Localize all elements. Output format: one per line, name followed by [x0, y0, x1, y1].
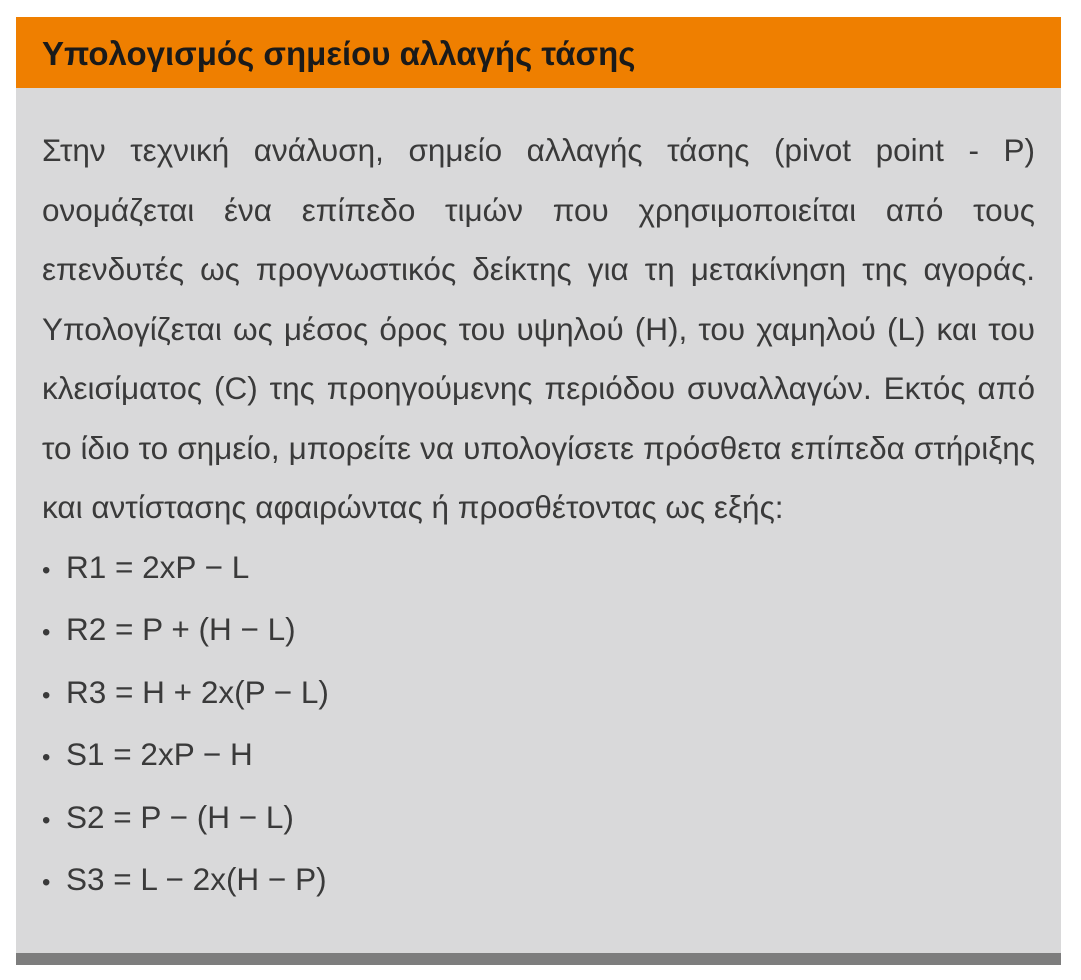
box-body — [42, 121, 1035, 913]
formula-list — [42, 538, 1035, 913]
bullet-icon: • — [42, 619, 51, 646]
info-box — [16, 17, 1061, 965]
description-paragraph: Στην τεχνική ανάλυση, σημείο αλλαγής τάσης (pivot point - P) ονομάζεται ένα επίπεδο τιμών που χρησιμοποιείται από τους επενδυτές ως προγνωστικός δείκτης για τη μετακίνηση της αγοράς. Υπολογίζεται ως μέσος όρος του υψηλού (H), του χαμηλού (L) και του κλεισίματος (C) της προηγούμενης περιόδου συναλλαγών. Εκτός από το ίδιο το σημείο, μπορείτε να υπολογίσετε πρόσθετα επίπεδα στήριξης και αντίστασης αφαιρώντας ή προσθέτοντας ως εξής: — [42, 132, 1035, 525]
bullet-icon: • — [42, 556, 51, 584]
formula-item — [42, 788, 1035, 851]
formula-item — [42, 725, 1035, 788]
formula-text: R2 = P + (H − L) — [66, 611, 296, 647]
formula-item — [42, 538, 1035, 601]
formula-text: R3 = H + 2x(P − L) — [66, 673, 329, 710]
formula-item — [42, 600, 1035, 663]
footer-bar — [16, 953, 1061, 965]
formula-text: S1 = 2xP − H — [66, 736, 253, 772]
formula-text: S2 = P − (H − L) — [66, 798, 294, 835]
bullet-icon: • — [42, 681, 51, 709]
box-title: Υπολογισμός σημείου αλλαγής τάσης — [42, 35, 636, 72]
formula-item — [42, 850, 1035, 913]
bullet-icon: • — [42, 869, 51, 896]
bullet-icon: • — [42, 806, 51, 834]
formula-text: R1 = 2xP − L — [66, 548, 250, 585]
formula-text: S3 = L − 2x(H − P) — [66, 861, 327, 897]
formula-item — [42, 663, 1035, 726]
bullet-icon: • — [42, 744, 51, 771]
box-header — [16, 17, 1061, 88]
